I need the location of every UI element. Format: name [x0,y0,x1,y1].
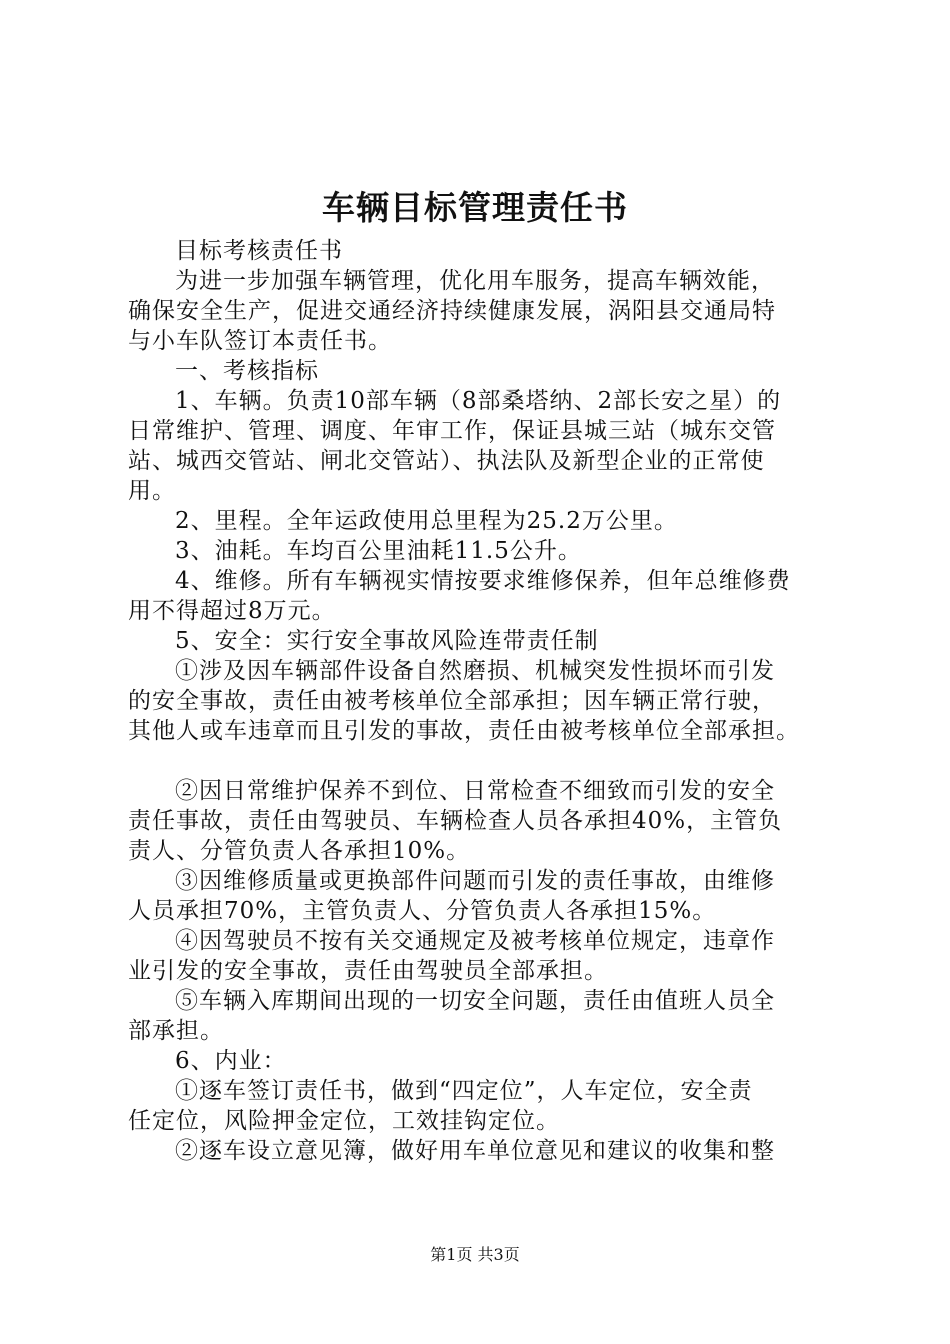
paragraph-line: 部承担。 [128,1018,224,1044]
blank-line [128,746,838,776]
paragraph-line: 5、安全：实行安全事故风险连带责任制 [175,628,599,654]
subtitle-line: 目标考核责任书 [175,238,343,264]
paragraph-line: ④因驾驶员不按有关交通规定及被考核单位规定，违章作 [175,928,775,954]
paragraph-line: 2、里程。全年运政使用总里程为25.2万公里。 [175,508,678,534]
paragraph-line: ①逐车签订责任书，做到“四定位”，人车定位，安全责 [175,1078,753,1104]
paragraph-line: ①涉及因车辆部件设备自然磨损、机械突发性损坏而引发 [175,658,775,684]
paragraph-line: 站、城西交管站、闸北交管站）、执法队及新型企业的正常使 [128,448,765,474]
paragraph-line: 3、油耗。车均百公里油耗11.5公升。 [175,538,582,564]
paragraph-line: 责人、分管负责人各承担10%。 [128,838,471,864]
paragraph-line: 的安全事故，责任由被考核单位全部承担；因车辆正常行驶， [128,688,776,714]
paragraph-line: 责任事故，责任由驾驶员、车辆检查人员各承担40%，主管负 [128,808,783,834]
paragraph-line: 用。 [128,478,176,504]
paragraph-line: ③因维修质量或更换部件问题而引发的责任事故，由维修 [175,868,775,894]
document-title: 车辆目标管理责任书 [322,188,628,227]
page-footer: 第1页 共3页 [430,1245,520,1264]
paragraph-line: 人员承担70%，主管负责人、分管负责人各承担15%。 [128,898,717,924]
paragraph-line: 确保安全生产，促进交通经济持续健康发展，涡阳县交通局特 [128,298,776,324]
paragraph-line: 与小车队签订本责任书。 [128,328,392,354]
paragraph-line: 为进一步加强车辆管理，优化用车服务，提高车辆效能， [175,268,775,294]
section-heading: 6、内业： [175,1048,287,1074]
paragraph-line: 任定位，风险押金定位，工效挂钩定位。 [128,1108,560,1134]
paragraph-line: ②因日常维护保养不到位、日常检查不细致而引发的安全 [175,778,775,804]
paragraph-line: ⑤车辆入库期间出现的一切安全问题，责任由值班人员全 [175,988,775,1014]
paragraph-line: 业引发的安全事故，责任由驾驶员全部承担。 [128,958,608,984]
paragraph-line: 其他人或车违章而且引发的事故，责任由被考核单位全部承担。 [128,718,800,744]
paragraph-line: ②逐车设立意见簿，做好用车单位意见和建议的收集和整 [175,1138,775,1164]
section-heading: 一、考核指标 [175,358,319,384]
paragraph-line: 1、车辆。负责10部车辆（8部桑塔纳、2部长安之星）的 [175,388,782,414]
paragraph-line: 用不得超过8万元。 [128,598,336,624]
document-body [128,236,838,1166]
paragraph-line: 4、维修。所有车辆视实情按要求维修保养，但年总维修费 [175,568,791,594]
paragraph-line: 日常维护、管理、调度、年审工作，保证县城三站（城东交管 [128,418,776,444]
